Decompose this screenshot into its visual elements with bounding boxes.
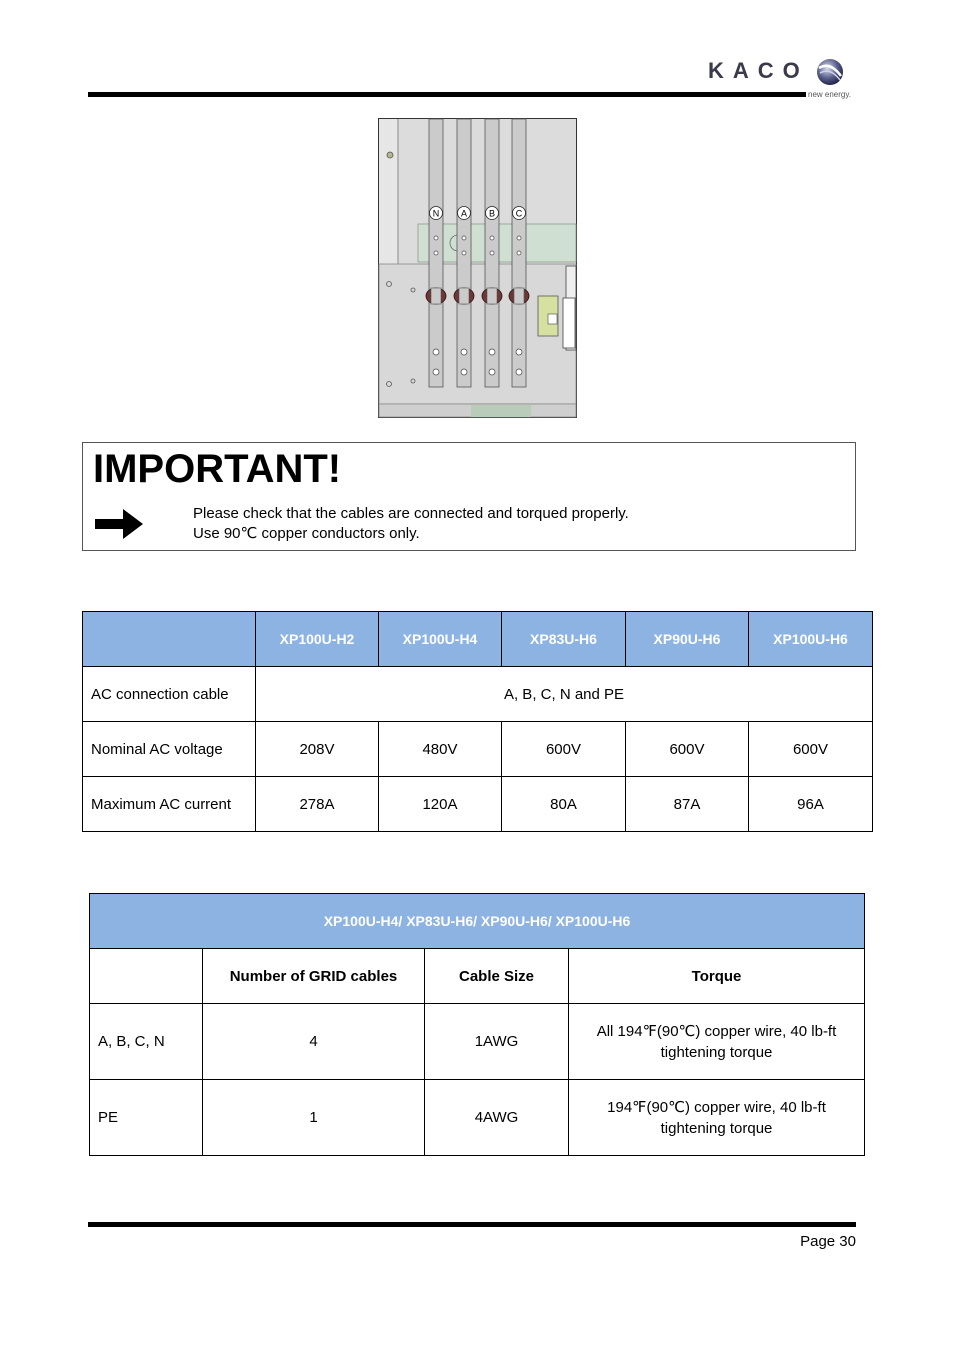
- table-cell: 80A: [502, 777, 626, 832]
- important-line-1: Please check that the cables are connected and torqued properly.: [193, 505, 629, 522]
- kaco-logo-text: KACO: [708, 58, 809, 83]
- column-header: Number of GRID cables: [203, 949, 425, 1004]
- kaco-tagline: new energy.: [808, 90, 851, 99]
- table-banner: XP100U-H4/ XP83U-H6/ XP90U-H6/ XP100U-H6: [90, 894, 865, 949]
- column-header: XP100U-H6: [749, 612, 873, 667]
- table-cell: 96A: [749, 777, 873, 832]
- row-label: Nominal AC voltage: [83, 722, 256, 777]
- table-cell: 208V: [256, 722, 379, 777]
- table-cell: 600V: [749, 722, 873, 777]
- torque-line-1: 194℉(90℃) copper wire, 40 lb-ft: [607, 1098, 826, 1116]
- phase-label-b: B: [488, 208, 496, 219]
- table-row: [83, 722, 873, 777]
- torque-line-2: tightening torque: [660, 1043, 773, 1061]
- table-header-row: [83, 612, 873, 667]
- ac-busbar-figure: [378, 118, 577, 418]
- table-row: [83, 667, 873, 722]
- table-row: [83, 777, 873, 832]
- arrow-right-icon: [93, 507, 145, 541]
- ac-connection-table: [82, 611, 873, 832]
- grid-cable-table: [89, 893, 865, 1156]
- phase-label-n: N: [432, 208, 440, 219]
- important-title: IMPORTANT!: [93, 447, 342, 491]
- column-header: Torque: [569, 949, 865, 1004]
- column-header: [90, 949, 203, 1004]
- header-rule: [88, 92, 806, 97]
- important-notice: [82, 442, 856, 551]
- table-cell: 1AWG: [425, 1004, 569, 1080]
- table-cell: A, B, C, N and PE: [256, 667, 873, 722]
- torque-line-1: All 194℉(90℃) copper wire, 40 lb-ft: [596, 1022, 837, 1040]
- table-cell: 600V: [626, 722, 749, 777]
- row-label: Maximum AC current: [83, 777, 256, 832]
- table-header-row: [90, 949, 865, 1004]
- phase-label-c: C: [515, 208, 523, 219]
- phase-label-a: A: [460, 208, 468, 219]
- torque-line-2: tightening torque: [660, 1119, 773, 1137]
- table-cell: 4AWG: [425, 1080, 569, 1156]
- table-cell: 120A: [379, 777, 502, 832]
- kaco-globe-icon: [815, 57, 845, 87]
- column-header: XP83U-H6: [502, 612, 626, 667]
- page-number: Page 30: [800, 1233, 856, 1250]
- column-header: Cable Size: [425, 949, 569, 1004]
- table-cell: 278A: [256, 777, 379, 832]
- column-header: XP90U-H6: [626, 612, 749, 667]
- column-header: XP100U-H2: [256, 612, 379, 667]
- table-cell: 480V: [379, 722, 502, 777]
- footer-rule: [88, 1222, 856, 1227]
- row-label: PE: [90, 1080, 203, 1156]
- table-banner-row: [90, 894, 865, 949]
- table-cell: 4: [203, 1004, 425, 1080]
- table-cell: 600V: [502, 722, 626, 777]
- table-row: [90, 1004, 865, 1080]
- row-label: A, B, C, N: [90, 1004, 203, 1080]
- column-header: XP100U-H4: [379, 612, 502, 667]
- column-header: [83, 612, 256, 667]
- table-cell: 1: [203, 1080, 425, 1156]
- table-cell: 87A: [626, 777, 749, 832]
- table-cell: [569, 1004, 865, 1080]
- table-cell: [569, 1080, 865, 1156]
- row-label: AC connection cable: [83, 667, 256, 722]
- table-row: [90, 1080, 865, 1156]
- important-line-2: Use 90℃ copper conductors only.: [193, 525, 420, 542]
